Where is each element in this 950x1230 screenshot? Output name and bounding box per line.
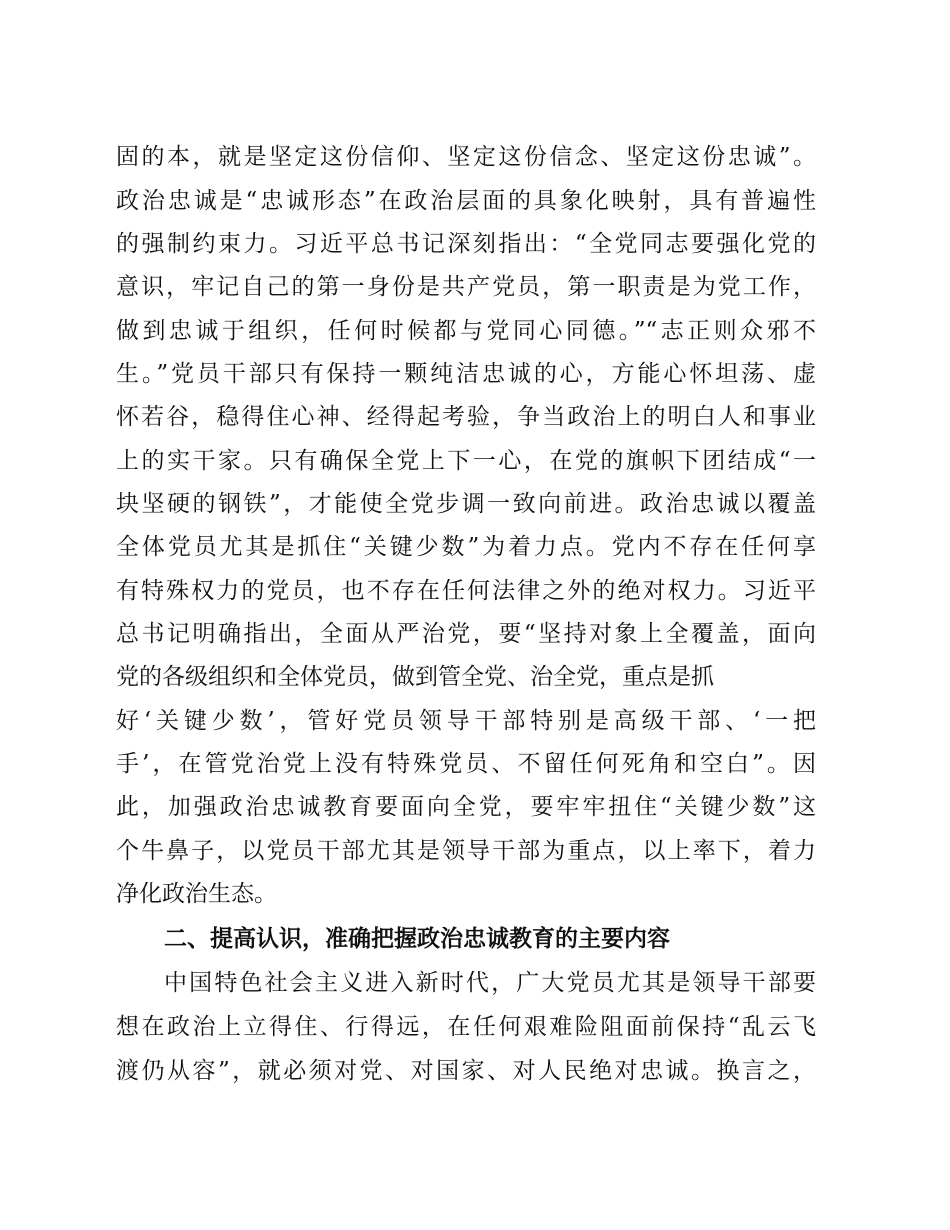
body-text-line: 做到忠诚于组织，任何时候都与党同心同德。”“志正则众邪不 [116,318,816,344]
body-text-line: 政治忠诚是“忠诚形态”在政治层面的具象化映射，具有普遍性 [116,188,816,214]
body-text-line: 个牛鼻子，以党员干部尤其是领导干部为重点，以上率下，着力 [116,838,816,864]
body-text-line: 意识，牢记自己的第一身份是共产党员，第一职责是为党工作， [116,274,816,300]
body-text-line: 的强制约束力。习近平总书记深刻指出：“全党同志要强化党的 [116,231,816,257]
body-text-line: 生。”党员干部只有保持一颗纯洁忠诚的心，方能心怀坦荡、虚 [116,361,816,387]
body-text-line: 块坚硬的钢铁”，才能使全党步调一致向前进。政治忠诚以覆盖 [116,491,816,517]
body-text-line: 党的各级组织和全体党员，做到管全党、治全党，重点是抓 [116,664,714,690]
body-text-line: 固的本，就是坚定这份信仰、坚定这份信念、坚定这份忠诚”。 [116,144,816,170]
section-heading: 二、提高认识，准确把握政治忠诚教育的主要内容 [164,926,670,952]
body-text-line: 手’，在管党治党上没有特殊党员、不留任何死角和空白”。因 [116,751,816,777]
body-text-line: 有特殊权力的党员，也不存在任何法律之外的绝对权力。习近平 [116,578,816,604]
body-text-line: 总书记明确指出，全面从严治党，要“坚持对象上全覆盖，面向 [116,621,816,647]
body-text-line: 全体党员尤其是抓住“关键少数”为着力点。党内不存在任何享 [116,534,816,560]
body-text-line: 此，加强政治忠诚教育要面向全党，要牢牢扭住“关键少数”这 [116,794,816,820]
body-text-line: 想在政治上立得住、行得远，在任何艰难险阻面前保持“乱云飞 [116,1014,816,1040]
body-text-line: 净化政治生态。 [116,881,277,907]
body-text-line: 上的实干家。只有确保全党上下一心，在党的旗帜下团结成“一 [116,448,816,474]
body-text-line: 中国特色社会主义进入新时代，广大党员尤其是领导干部要 [164,970,816,996]
body-text-line: 渡仍从容”，就必须对党、对国家、对人民绝对忠诚。换言之， [116,1058,816,1084]
body-text-line: 好‘关键少数’，管好党员领导干部特别是高级干部、‘一把 [116,708,816,734]
body-text-line: 怀若谷，稳得住心神、经得起考验，争当政治上的明白人和事业 [116,404,816,430]
